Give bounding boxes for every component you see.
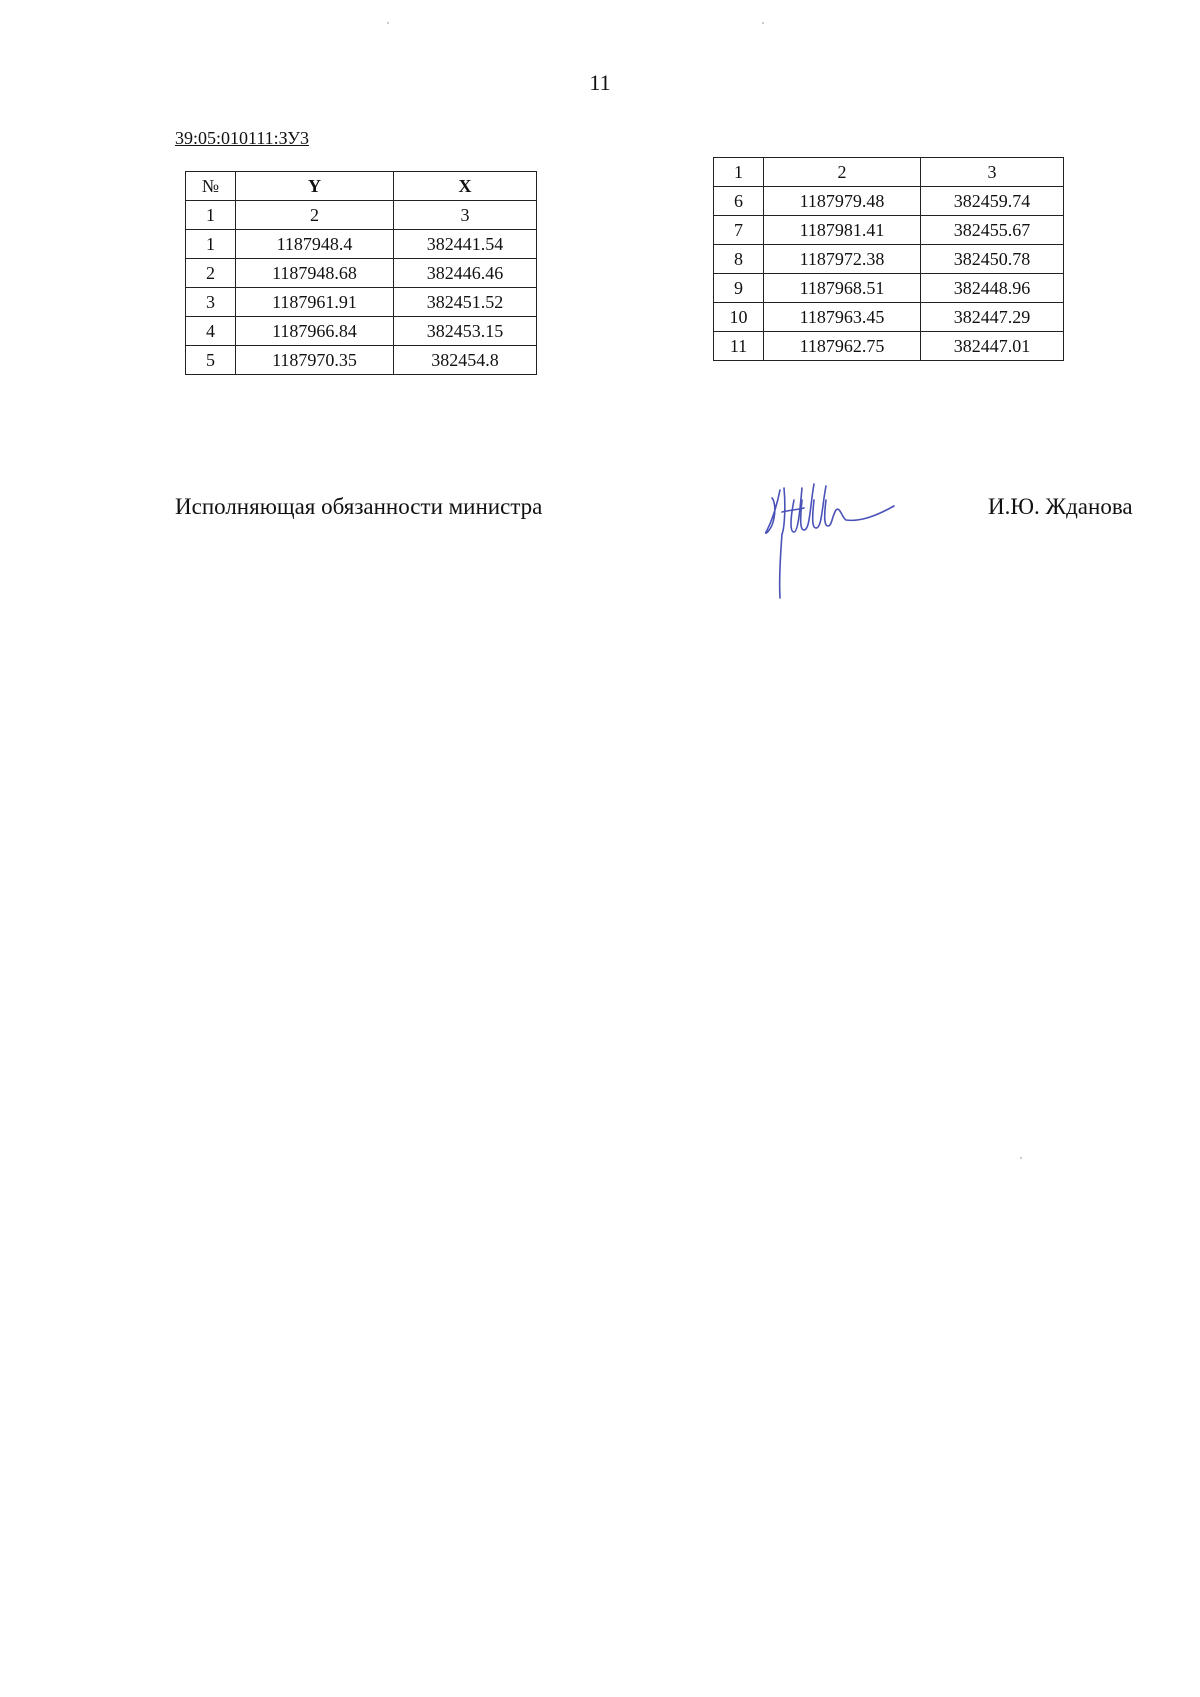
table-cell: 3	[921, 158, 1064, 187]
coordinates-table-right	[713, 157, 1064, 361]
point-number: 8	[714, 245, 764, 274]
point-number: 2	[186, 259, 236, 288]
scan-speck	[387, 22, 389, 24]
coord-y: 1187968.51	[764, 274, 921, 303]
coord-x: 382453.15	[394, 317, 537, 346]
point-number: 7	[714, 216, 764, 245]
table-row	[714, 216, 1064, 245]
coord-y: 1187966.84	[236, 317, 394, 346]
coord-y: 1187970.35	[236, 346, 394, 375]
handwritten-signature	[760, 470, 920, 600]
coord-x: 382451.52	[394, 288, 537, 317]
coord-x: 382459.74	[921, 187, 1064, 216]
coord-y: 1187963.45	[764, 303, 921, 332]
cadastral-parcel-label: 39:05:010111:ЗУ3	[175, 128, 309, 148]
table-cell: 2	[236, 201, 394, 230]
coordinates-table-left	[185, 171, 537, 375]
page-number: 11	[589, 70, 611, 95]
table-row	[714, 303, 1064, 332]
table-cell: 1	[186, 201, 236, 230]
coord-x: 382446.46	[394, 259, 537, 288]
column-index-row	[186, 201, 537, 230]
point-number: 9	[714, 274, 764, 303]
table-cell: 1	[714, 158, 764, 187]
table-row	[714, 187, 1064, 216]
coord-y: 1187948.68	[236, 259, 394, 288]
table-row	[186, 230, 537, 259]
coord-y: 1187948.4	[236, 230, 394, 259]
coord-y: 1187961.91	[236, 288, 394, 317]
point-number: 1	[186, 230, 236, 259]
coord-y: 1187979.48	[764, 187, 921, 216]
table-cell: 3	[394, 201, 537, 230]
scan-speck	[1020, 1157, 1022, 1159]
coord-y: 1187972.38	[764, 245, 921, 274]
point-number: 5	[186, 346, 236, 375]
signer-name: И.Ю. Жданова	[988, 494, 1133, 519]
column-index-row	[714, 158, 1064, 187]
coord-y: 1187981.41	[764, 216, 921, 245]
coord-x: 382447.01	[921, 332, 1064, 361]
table-row	[714, 274, 1064, 303]
header-number: №	[186, 172, 236, 201]
coord-x: 382441.54	[394, 230, 537, 259]
table-row	[186, 346, 537, 375]
table-row	[714, 245, 1064, 274]
table-row	[186, 288, 537, 317]
header-x: X	[394, 172, 537, 201]
table-row	[186, 317, 537, 346]
point-number: 3	[186, 288, 236, 317]
table-row	[714, 332, 1064, 361]
coord-x: 382447.29	[921, 303, 1064, 332]
coord-x: 382455.67	[921, 216, 1064, 245]
table-row	[186, 259, 537, 288]
table-cell: 2	[764, 158, 921, 187]
coord-y: 1187962.75	[764, 332, 921, 361]
point-number: 6	[714, 187, 764, 216]
coord-x: 382450.78	[921, 245, 1064, 274]
header-y: Y	[236, 172, 394, 201]
coord-x: 382454.8	[394, 346, 537, 375]
signer-title: Исполняющая обязанности министра	[175, 494, 543, 519]
point-number: 11	[714, 332, 764, 361]
table-header-row	[186, 172, 537, 201]
point-number: 10	[714, 303, 764, 332]
coord-x: 382448.96	[921, 274, 1064, 303]
scan-speck	[762, 22, 764, 24]
point-number: 4	[186, 317, 236, 346]
